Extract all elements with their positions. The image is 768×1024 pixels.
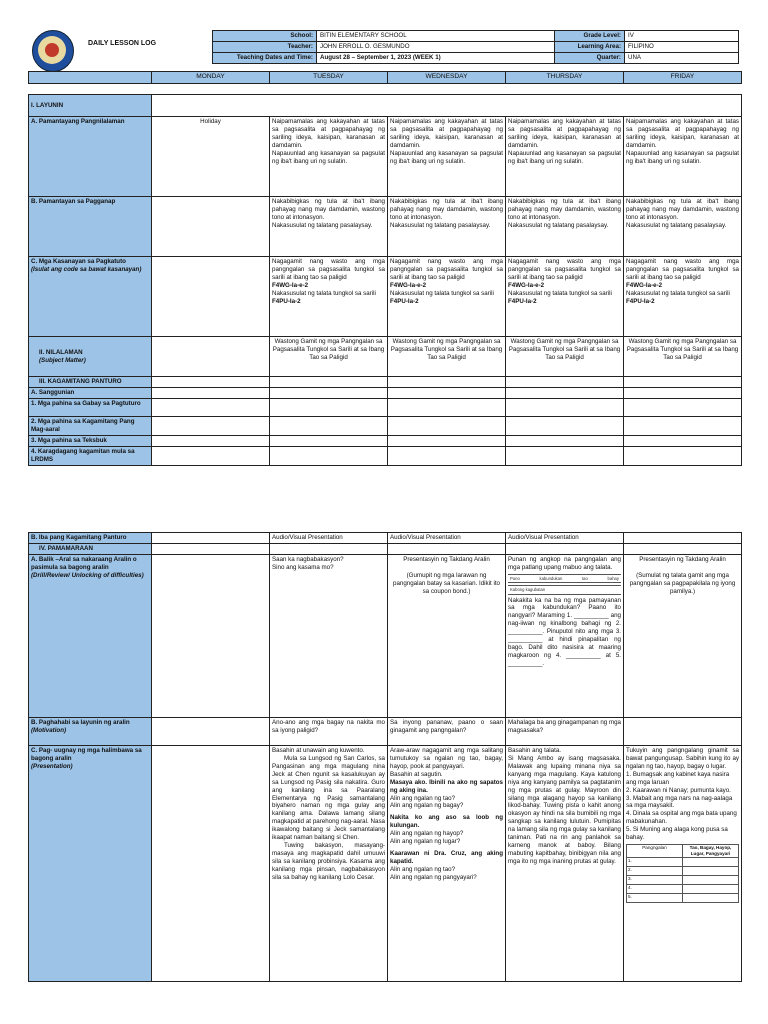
- paghahabi-label-cell: [29, 717, 152, 745]
- nilalaman-wednesday: Wastong Gamit ng mga Pangngalan sa Pagsasalita Tungkol sa Sarili at sa Ibang Tao sa Paligid: [388, 337, 506, 377]
- teacher-value: JOHN ERROLL O. GESMUNDO: [317, 42, 555, 53]
- empty-cell: [683, 884, 739, 893]
- monday-holiday: Holiday: [152, 117, 270, 197]
- sanggunian-label: A. Sanggunian: [29, 387, 152, 398]
- empty-cell: [152, 533, 270, 544]
- lrdms-label: 4. Karagdagang kagamitan mula sa LRDMS: [29, 446, 152, 465]
- story-paragraph: Mula sa Lungsod ng San Carlos, sa Pangasinan ang mga magulang nina Jeck at Chen ngunit sa kasalukuyan ay sa Lungsod ng Pasig sila nakatira. Guro ang kanilang ina sa Paaralang Elementarya ng Pasig samantalang biyahero naman ng mga gulay ang kanilang ama. Dalawa lamang silang magkapatid at parehong nag-aaral. Nasa ikawalong baitang si Jeck samantalang ikaapat naman baitang si Chen.: [272, 754, 385, 842]
- empty-cell: [624, 435, 742, 446]
- empty-cell: [506, 377, 624, 388]
- pagganap-monday: [152, 197, 270, 257]
- quarter-value: UNA: [625, 53, 739, 64]
- pamamaraan-label: IV. PAMAMARAAN: [29, 543, 152, 554]
- empty-cell: [152, 435, 270, 446]
- empty-cell: [683, 857, 739, 866]
- pagganap-tuesday: Nakabibigkas ng tula at iba't ibang pahayag nang may damdamin, wastong tono at intonasyon. Nakasusulat ng talatang pasalaysay.: [270, 197, 388, 257]
- grade-level-label: Grade Level:: [555, 31, 625, 42]
- kasanayan-code: F4WG-Ia-e-2: [626, 281, 663, 289]
- kasanayan-wednesday: [388, 257, 506, 337]
- pamantayan-pagganap-label: B. Pamantayan sa Pagganap: [29, 197, 152, 257]
- kasanayan-code: F4PU-Ia-2: [272, 297, 301, 305]
- punan-intro: Punan ng angkop na pangngalan ang mga patlang upang mabuo ang talata.: [508, 555, 621, 571]
- kasanayan-text: Nakasusulat ng talata tungkol sa sarili: [626, 289, 730, 297]
- empty-cell: [624, 717, 742, 745]
- empty-cell: [388, 446, 506, 465]
- balik-aral-label: A. Balik –Aral sa nakaraang Aralin o pasimula sa bagong aralin: [31, 555, 137, 571]
- empty-cell: [388, 435, 506, 446]
- pagganap-thursday: Nakabibigkas ng tula at iba't ibang pahayag nang may damdamin, wastong tono at intonasyon. Nakasusulat ng talatang pasalaysay.: [506, 197, 624, 257]
- pamantayang-pangnilalaman-label: A. Pamantayang Pangnilalaman: [29, 117, 152, 197]
- takdang-aralin-title: Presentasyin ng Takdang Aralin: [639, 555, 726, 563]
- kasanayan-code: F4WG-Ia-e-2: [508, 281, 545, 289]
- wed-sentence: Nakita ko ang aso sa loob ng kulungan.: [390, 814, 503, 830]
- nilalaman-friday: Wastong Gamit ng mga Pangngalan sa Pagsasalita Tungkol sa Sarili at sa Ibang Tao sa Paligid: [624, 337, 742, 377]
- empty-cell: [270, 543, 388, 554]
- empty-cell: [152, 717, 270, 745]
- empty-cell: [152, 745, 270, 981]
- empty-cell: [270, 398, 388, 416]
- empty-cell: [683, 866, 739, 875]
- fri-answer-row: 5.: [627, 893, 683, 902]
- empty-cell: [388, 416, 506, 435]
- story-paragraph: Tuwing bakasyon, masayang-masaya ang magkapatid dahil umuuwi sila sa kanilang probinsiya. Kasama ang kanilang mga pinsan, nagbabakasyon sila sa bahay ng kanilang Lolo Cesar.: [272, 842, 385, 881]
- fri-sentences: 1. Bumagsak ang kabinet kaya nasira ang mga laruan 2. Kaarawan ni Nanay; pumunta kayo. 3. Mabait ang mga nars na nag-aalaga sa mga maysakit. 4. Dinala sa ospital ang mga bata upang mabakunahan. 5. Si Muning ang alaga kong pusa sa bahay.: [626, 770, 737, 842]
- empty-cell: [152, 398, 270, 416]
- balik-aral-label-cell: [29, 554, 152, 717]
- empty-cell: [388, 377, 506, 388]
- nilalaman-monday: [152, 337, 270, 377]
- dates-label: Teaching Dates and Time:: [213, 53, 317, 64]
- day-header-blank: [29, 72, 152, 84]
- empty-cell: [270, 416, 388, 435]
- balik-aral-thursday: [506, 554, 624, 717]
- empty-cell: [270, 387, 388, 398]
- fri-answer-row: 1.: [627, 857, 683, 866]
- empty-cell: [506, 387, 624, 398]
- paghahabi-label: B. Paghahabi sa layunin ng aralin: [31, 718, 130, 726]
- pag-uugnay-label-cell: [29, 745, 152, 981]
- wed-questions: Alin ang ngalan ng tao? Alin ang ngalan ng bagay?: [390, 794, 464, 810]
- story-instruction: Basahin at unawain ang kuwento.: [272, 746, 365, 754]
- empty-cell: [152, 446, 270, 465]
- teksbuk-label: 3. Mga pahina sa Teksbuk: [29, 435, 152, 446]
- pag-uugnay-friday: [624, 745, 742, 981]
- av-thursday: Audio/Visual Presentation: [506, 533, 624, 544]
- kasanayan-text: Nakasusulat ng talata tungkol sa sarili: [272, 289, 376, 297]
- punan-paragraph: Nakakita ka na ba ng mga pamayanan sa mga kabundukan? Paano ito nangyari? Maraming 1. __________ ang nag-iiwan ng kinalbong bahagi ng 2. __________. Pinuputol nito ang mga 3. __________ at hindi pinapalitan ng bago. Dahil dito nasisira at maaring magkaroon ng 4. __________ at 5. __________.: [508, 596, 621, 667]
- empty-cell: [152, 387, 270, 398]
- empty-cell: [152, 543, 270, 554]
- fri-answer-header: Tao, Bagay, Hayop, Lugar, Pangyayari: [683, 845, 739, 858]
- kasanayan-text: Nagagamit nang wasto ang mga pangngalan sa pagsasalita tungkol sa sarili at ibang tao sa paligid: [626, 258, 739, 281]
- empty-cell: [624, 543, 742, 554]
- layunin-heading: I. LAYUNIN: [29, 95, 152, 117]
- wed-questions: Alin ang ngalan ng tao? Alin ang ngalan ng pangyayari?: [390, 866, 477, 881]
- gabay-pagtuturo-label: 1. Mga pahina sa Gabay sa Pagtuturo: [29, 398, 152, 416]
- empty-cell: [506, 446, 624, 465]
- lesson-table-page1: [28, 94, 742, 466]
- paghahabi-thursday: Mahalaga ba ang ginagampanan ng mga magsasaka?: [506, 717, 624, 745]
- empty-cell: [624, 446, 742, 465]
- kasanayan-sub: (Isulat ang code sa bawat kasanayan): [31, 265, 142, 273]
- pag-uugnay-sub: (Presentation): [31, 762, 73, 770]
- lesson-table-page2: [28, 532, 742, 982]
- nilalaman-thursday: Wastong Gamit ng mga Pangngalan sa Pagsasalita Tungkol sa Sarili at sa Ibang Tao sa Paligid: [506, 337, 624, 377]
- kasanayan-text: Nagagamit nang wasto ang mga pangngalan sa pagsasalita tungkol sa sarili at ibang tao sa paligid: [272, 258, 385, 281]
- empty-cell: [624, 416, 742, 435]
- word-bank-item: Puno: [510, 575, 520, 581]
- kasanayan-code: F4WG-Ia-e-2: [390, 281, 427, 289]
- layunin-blank: [152, 95, 742, 117]
- empty-cell: [506, 416, 624, 435]
- header-info-table: [212, 30, 739, 64]
- pangnilalaman-thursday: Naipamamalas ang kakayahan at tatas sa pagsasalita at pagpapahayag ng sariling ideya, kaisipan, karanasan at damdamin. Napauunlad ang kasanayan sa pagsulat ng iba't ibang uri ng sulatin.: [506, 117, 624, 197]
- kasanayan-thursday: [506, 257, 624, 337]
- page-title: DAILY LESSON LOG: [88, 40, 157, 47]
- empty-cell: [388, 543, 506, 554]
- pag-uugnay-wednesday: [388, 745, 506, 981]
- empty-cell: [388, 398, 506, 416]
- wed-sentence: Masaya ako. Ibinili na ako ng sapatos ng aking ina.: [390, 778, 503, 794]
- thu-instruction: Basahin ang talata.: [508, 746, 561, 754]
- wed-intro: Araw-araw nagagamit ang mga salitang tumutukoy sa ngalan ng tao, bagay, hayop, pook at pangyayari.: [390, 746, 503, 770]
- thu-paragraph: Si Mang Ambo ay isang magsasaka. Malawak ang lupaing minana niya sa kanyang mga magulang. Kaya katulong niya ang kanyang pamilya sa pagtatanim ng mga prutas at gulay. Mayroon din silang mga alagang hayop sa kanilang likod-bahay. Tuwing pista o kahit anong okasyon ay hindi na sila bumibili ng mga sangkap sa kanilang lulutuin. Pumipitas na lamang sila ng mga gulay sa kanilang taniman. Pati na rin ang panlahok sa karneng manok at baboy. Bilang mabuting kapitbahay, binibigyan nila ang mga ito ng mga inaning prutas at gulay.: [508, 754, 621, 865]
- takdang-aralin-note: (Sumulat ng talata gamit ang mga pangngalan sa pagpapakilala ng iyong pamilya.): [629, 571, 736, 595]
- paghahabi-sub: (Motivation): [31, 726, 67, 734]
- learning-area-label: Learning Area:: [555, 42, 625, 53]
- pagganap-wednesday: Nakabibigkas ng tula at iba't ibang pahayag nang may damdamin, wastong tono at intonasyon. Nakasusulat ng talatang pasalaysay.: [388, 197, 506, 257]
- nilalaman-tuesday: Wastong Gamit ng mga Pangngalan sa Pagsasalita Tungkol sa Sarili at sa Ibang Tao sa Paligid: [270, 337, 388, 377]
- balik-aral-friday: [624, 554, 742, 717]
- kasanayan-text: Nakasusulat ng talata tungkol sa sarili: [508, 289, 612, 297]
- pag-uugnay-thursday: [506, 745, 624, 981]
- empty-cell: [270, 446, 388, 465]
- day-monday: MONDAY: [152, 72, 270, 84]
- kasanayan-text: Nagagamit nang wasto ang mga pangngalan sa pagsasalita tungkol sa sarili at ibang tao sa paligid: [508, 258, 621, 281]
- kagamitang-mag-aaral-label: 2. Mga pahina sa Kagamitang Pang Mag-aaral: [29, 416, 152, 435]
- quarter-label: Quarter:: [555, 53, 625, 64]
- kasanayan-text: Nagagamit nang wasto ang mga pangngalan sa pagsasalita tungkol sa sarili at ibang tao sa paligid: [390, 258, 503, 281]
- empty-cell: [624, 398, 742, 416]
- empty-cell: [270, 377, 388, 388]
- word-bank-item: tao: [582, 575, 588, 581]
- day-friday: FRIDAY: [624, 72, 742, 84]
- kasanayan-code: F4PU-Ia-2: [508, 297, 537, 305]
- word-bank-item: bahay: [607, 575, 619, 581]
- pangnilalaman-wednesday: Naipamamalas ang kakayahan at tatas sa pagsasalita at pagpapahayag ng sariling ideya, kaisipan, karanasan at damdamin. Napauunlad ang kasanayan sa pagsulat ng iba't ibang uri ng sulatin.: [388, 117, 506, 197]
- kagamitang-panturo-label: III. KAGAMITANG PANTURO: [29, 377, 152, 388]
- empty-cell: [152, 416, 270, 435]
- fri-instruction: Tukuyin ang pangngalang ginamit sa bawat pangungusap. Sabihin kung ito ay ngalan ng tao, hayop, bagay o lugar.: [626, 746, 739, 770]
- wed-instruction: Basahin at sagutin.: [390, 770, 443, 778]
- pag-uugnay-tuesday: [270, 745, 388, 981]
- kasanayan-friday: [624, 257, 742, 337]
- dates-value: August 28 – September 1, 2023 (WEEK 1): [317, 53, 555, 64]
- wed-questions: Alin ang ngalan ng hayop? Alin ang ngalan ng lugar?: [390, 830, 464, 846]
- pag-uugnay-label: C. Pag- uugnay ng mga halimbawa sa bagong aralin: [31, 746, 142, 762]
- fri-answer-row: 2.: [627, 866, 683, 875]
- pagganap-friday: Nakabibigkas ng tula at iba't ibang pahayag nang may damdamin, wastong tono at intonasyon. Nakasusulat ng talatang pasalaysay.: [624, 197, 742, 257]
- paghahabi-wednesday: Sa inyong pananaw, paano o saan ginagamit ang pangngalan?: [388, 717, 506, 745]
- kasanayan-code: F4WG-Ia-e-2: [272, 281, 309, 289]
- word-bank-item: kabundukan: [539, 575, 563, 581]
- school-value: BITIN ELEMENTARY SCHOOL: [317, 31, 555, 42]
- day-tuesday: TUESDAY: [270, 72, 388, 84]
- kasanayan-label: C. Mga Kasanayan sa Pagkatuto: [31, 258, 126, 265]
- nilalaman-label-cell: [29, 337, 152, 377]
- empty-cell: [683, 875, 739, 884]
- nilalaman-sub: (Subject Matter): [39, 356, 86, 364]
- wed-sentence: Kaarawan ni Dra. Cruz, ang aking kapatid.: [390, 850, 503, 866]
- pangnilalaman-friday: Naipamamalas ang kakayahan at tatas sa pagsasalita at pagpapahayag ng sariling ideya, kaisipan, karanasan at damdamin. Napauunlad ang kasanayan sa pagsulat ng iba't ibang uri ng sulatin.: [624, 117, 742, 197]
- kasanayan-code: F4PU-Ia-2: [626, 297, 655, 305]
- empty-cell: [506, 435, 624, 446]
- iba-pang-kagamitan-label: B. Iba pang Kagamitang Panturo: [29, 533, 152, 544]
- takdang-aralin-note: (Gumupit ng mga larawan ng pangngalan batay sa kasarian. Idikit ito sa coupon bond.): [393, 571, 500, 595]
- word-bank: [508, 574, 621, 583]
- empty-cell: [506, 543, 624, 554]
- takdang-aralin-title: Presentasyin ng Takdang Aralin: [403, 555, 490, 563]
- day-thursday: THURSDAY: [506, 72, 624, 84]
- grade-level-value: IV: [625, 31, 739, 42]
- nilalaman-label: II. NILALAMAN: [39, 348, 83, 356]
- school-label: School:: [213, 31, 317, 42]
- fri-answer-header: Pangngalan: [627, 845, 683, 858]
- word-bank-item: Kabong kagubatan: [510, 587, 546, 593]
- day-header-row: [28, 71, 742, 84]
- empty-cell: [506, 398, 624, 416]
- empty-cell: [624, 377, 742, 388]
- empty-cell: [270, 435, 388, 446]
- kasanayan-code: F4PU-Ia-2: [390, 297, 419, 305]
- kasanayan-monday: [152, 257, 270, 337]
- kasanayan-text: Nakasusulat ng talata tungkol sa sarili: [390, 289, 494, 297]
- deped-seal-core: [45, 43, 59, 57]
- pangnilalaman-tuesday: Naipamamalas ang kakayahan at tatas sa pagsasalita at pagpapahayag ng sariling ideya, kaisipan, karanasan at damdamin. Napauunlad ang kasanayan sa pagsulat ng iba't ibang uri ng sulatin.: [270, 117, 388, 197]
- empty-cell: [683, 893, 739, 902]
- av-wednesday: Audio/Visual Presentation: [388, 533, 506, 544]
- kasanayan-label-cell: [29, 257, 152, 337]
- empty-cell: [624, 533, 742, 544]
- paghahabi-tuesday: Ano-ano ang mga bagay na nakita mo sa iyong paligid?: [270, 717, 388, 745]
- kasanayan-tuesday: [270, 257, 388, 337]
- fri-answer-row: 3.: [627, 875, 683, 884]
- fri-answer-table: [626, 844, 739, 903]
- word-bank-row2: [508, 585, 621, 594]
- empty-cell: [152, 554, 270, 717]
- empty-cell: [624, 387, 742, 398]
- balik-aral-tuesday: Saan ka nagbabakasyon? Sino ang kasama mo?: [270, 554, 388, 717]
- fri-answer-row: 4.: [627, 884, 683, 893]
- balik-aral-wednesday: [388, 554, 506, 717]
- balik-aral-sub: (Drill/Review/ Unlocking of difficulties): [31, 571, 144, 579]
- teacher-label: Teacher:: [213, 42, 317, 53]
- empty-cell: [388, 387, 506, 398]
- av-tuesday: Audio/Visual Presentation: [270, 533, 388, 544]
- day-wednesday: WEDNESDAY: [388, 72, 506, 84]
- empty-cell: [152, 377, 270, 388]
- learning-area-value: FILIPINO: [625, 42, 739, 53]
